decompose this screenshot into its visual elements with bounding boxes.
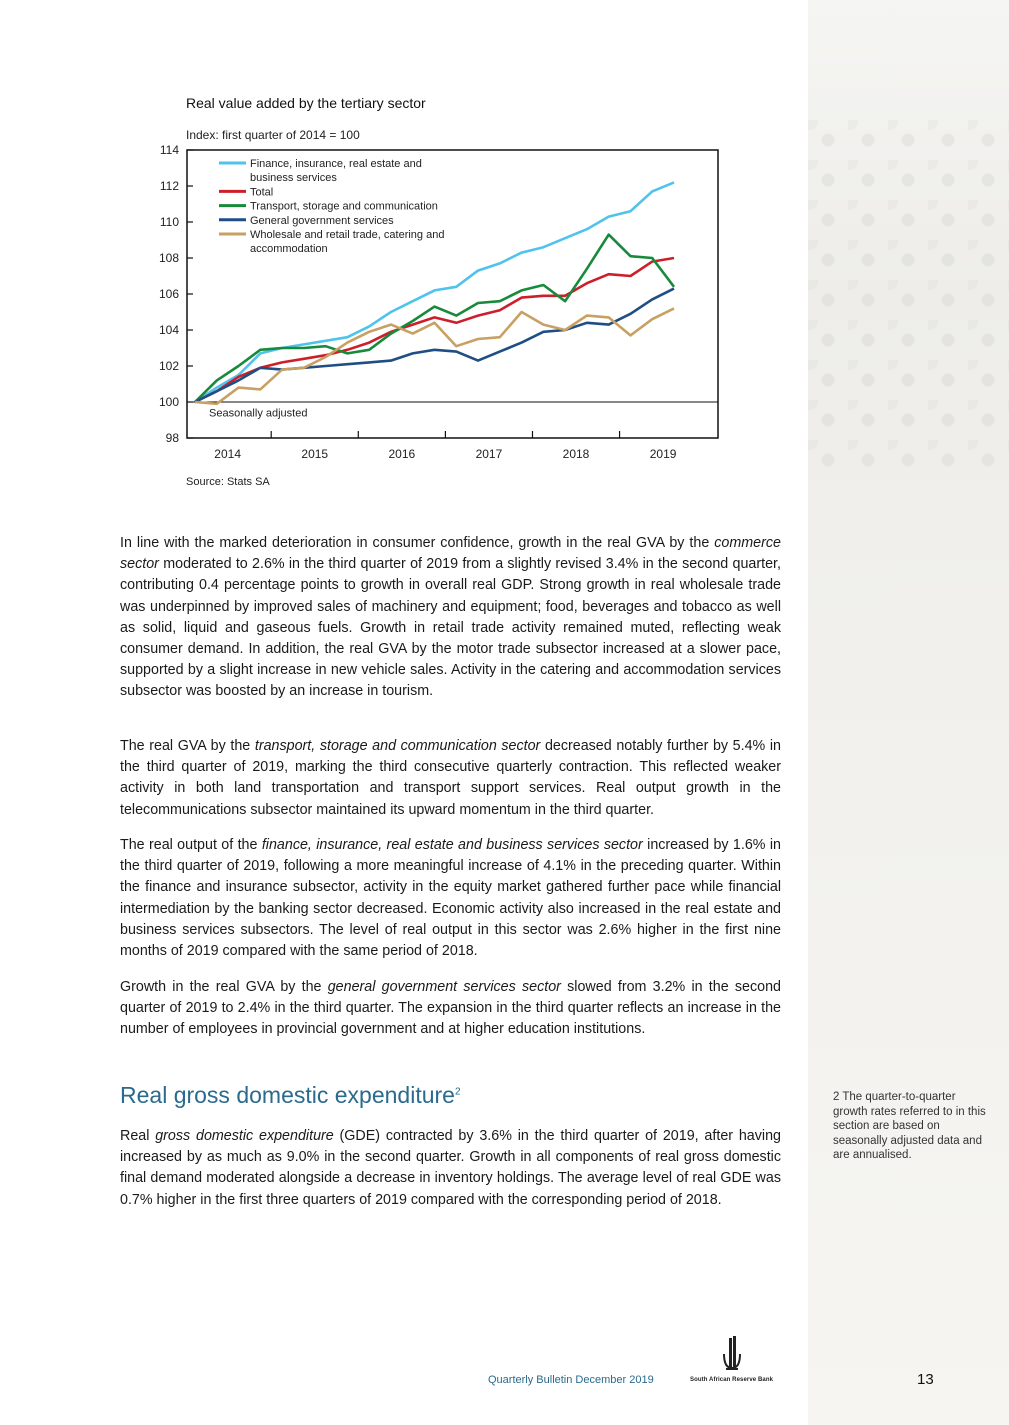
reserve-bank-logo-icon [720,1336,744,1372]
legend-label: Transport, storage and communication [250,200,438,213]
page-number: 13 [917,1371,934,1388]
side-decorative-band [808,0,1009,1425]
x-tick-label: 2014 [214,447,242,461]
paragraph-gde: Real gross domestic expenditure (GDE) contracted by 3.6% in the third quarter of 2019, after having increased by as much as 9.0% in the second quarter. Growth in all components of real gross domestic final demand moderated alongside a decrease in inventory holdings. The average level of real GDE was 0.7% higher in the first three quarters of 2019 compared with the corresponding period of 2018. [120,1128,781,1208]
footnote: 2 The quarter-to-quarter growth rates referred to in this section are based on seasonally adjusted data and are annualised. [833,1091,986,1161]
section-heading: Real gross domestic expenditure$^2$ [120,1082,461,1108]
legend-label: Finance, insurance, real estate and [250,158,422,170]
chart-annotation: Seasonally adjusted [209,407,308,420]
y-tick-label: 112 [159,179,179,193]
x-tick-label: 2015 [301,447,329,461]
y-tick-label: 114 [159,143,179,157]
legend-label: General government services [250,214,394,227]
chart-title: Real value added by the tertiary sector [186,95,426,111]
y-tick-label: 100 [158,395,179,409]
paragraph-commerce: In line with the marked deterioration in consumer confidence, growth in the real GVA by the commerce sector moderated to 2.6% in the third quarter of 2019 from a slightly revised 3.4% in the second quarter, contributing 0.4 percentage points to growth in overall real GDP. Strong growth in real wholesale trade was underpinned by improved sales of machinery and equipment; food, beverages and tobacco as well as solid, liquid and gaseous fuels. Growth in retail trade activity remained muted, reflecting weak consumer demand. In addition, the real GVA by the motor trade subsector increased at a slower pace, supported by a slight increase in new vehicle sales. Activity in the catering and accommodation services subsector was boosted by an increase in tourism. [120,535,781,700]
legend-label: Wholesale and retail trade, catering and [250,229,445,241]
footnote-ref[interactable]: 2 [454,1086,461,1098]
paragraph-finance: The real output of the finance, insurance, real estate and business services sector increased by 1.6% in the third quarter of 2019, following a more meaningful increase of 4.1% in the preceding quarter. Within the finance and insurance subsector, activity in the equity market gathered further pace while financial intermediation by the banking sector decreased. Economic activity also increased in the real estate and business services subsectors. The level of real output in this sector was 2.6% higher in the first nine months of 2019 compared with the same period of 2018. [120,837,782,960]
y-tick-label: 98 [165,431,179,445]
footer-publication-title: Quarterly Bulletin December 2019 [488,1374,654,1386]
y-tick-label: 104 [158,323,179,337]
y-tick-label: 108 [158,251,179,265]
y-tick-label: 110 [159,215,179,229]
legend-label: accommodation [250,243,328,256]
x-tick-label: 2016 [388,447,416,461]
x-tick-label: 2017 [475,447,503,461]
legend-label: Total [250,186,274,199]
x-tick-label: 2018 [562,447,590,461]
chart-source: Source: Stats SA [186,476,270,488]
footer-bank-name: South African Reserve Bank [690,1377,774,1383]
chart-subtitle: Index: first quarter of 2014 = 100 [186,128,360,142]
paragraph-government: Growth in the real GVA by the general government services sector slowed from 3.2% in the second quarter of 2019 to 2.4% in the third quarter. The expansion in the third quarter reflects an increase in the number of employees in provincial government and at higher education institutions. [120,979,781,1038]
paragraph-transport: The real GVA by the transport, storage and communication sector decreased notably further by 5.4% in the third quarter of 2019, marking the third consecutive quarterly contraction. This reflected weaker activity in both land transportation and transport support services. Real output growth in the telecommunications subsector maintained its upward momentum in the third quarter. [120,738,781,818]
decorative-pattern [808,120,1009,480]
y-tick-label: 102 [158,359,179,373]
legend-label: business services [250,172,337,185]
y-tick-label: 106 [158,287,179,301]
x-tick-label: 2019 [649,447,677,461]
line-chart [150,140,750,470]
